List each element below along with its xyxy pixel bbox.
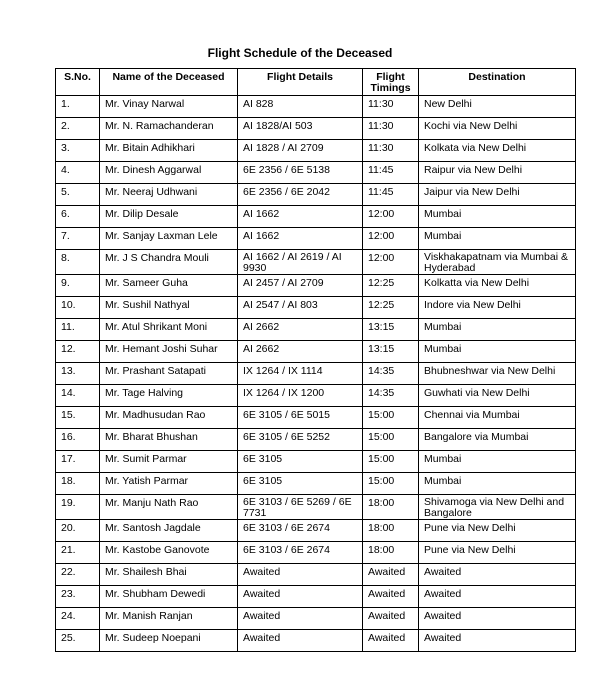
table-row: [56, 162, 576, 184]
cell-name: Mr. Sanjay Laxman Lele: [100, 228, 238, 250]
cell-destination: Bangalore via Mumbai: [419, 429, 576, 451]
cell-destination: Awaited: [419, 564, 576, 586]
cell-timing: Awaited: [363, 564, 419, 586]
cell-sno: 2.: [56, 118, 100, 140]
cell-sno: 11.: [56, 319, 100, 341]
cell-flight: 6E 3103 / 6E 5269 / 6E 7731: [238, 495, 363, 520]
cell-timing: 11:30: [363, 140, 419, 162]
table-row: [56, 608, 576, 630]
cell-destination: New Delhi: [419, 96, 576, 118]
header-destination: Destination: [419, 69, 576, 96]
table-row: [56, 564, 576, 586]
table-row: [56, 118, 576, 140]
cell-timing: 13:15: [363, 341, 419, 363]
table-row: [56, 473, 576, 495]
table-row: [56, 495, 576, 520]
header-name: Name of the Deceased: [100, 69, 238, 96]
cell-name: Mr. Hemant Joshi Suhar: [100, 341, 238, 363]
table-row: [56, 206, 576, 228]
table-row: [56, 96, 576, 118]
cell-flight: IX 1264 / IX 1200: [238, 385, 363, 407]
cell-timing: 15:00: [363, 407, 419, 429]
cell-sno: 13.: [56, 363, 100, 385]
cell-timing: 15:00: [363, 451, 419, 473]
cell-destination: Awaited: [419, 586, 576, 608]
cell-sno: 20.: [56, 520, 100, 542]
cell-flight: Awaited: [238, 586, 363, 608]
cell-timing: 11:45: [363, 162, 419, 184]
cell-destination: Mumbai: [419, 341, 576, 363]
cell-name: Mr. Bharat Bhushan: [100, 429, 238, 451]
cell-flight: AI 1828 / AI 2709: [238, 140, 363, 162]
cell-timing: 12:25: [363, 275, 419, 297]
cell-sno: 15.: [56, 407, 100, 429]
cell-sno: 19.: [56, 495, 100, 520]
cell-sno: 17.: [56, 451, 100, 473]
cell-name: Mr. Madhusudan Rao: [100, 407, 238, 429]
cell-destination: Mumbai: [419, 319, 576, 341]
cell-name: Mr. Manish Ranjan: [100, 608, 238, 630]
cell-timing: 12:00: [363, 206, 419, 228]
cell-timing: 18:00: [363, 542, 419, 564]
cell-timing: 15:00: [363, 473, 419, 495]
document-title: Flight Schedule of the Deceased: [207, 46, 393, 60]
cell-flight: AI 2457 / AI 2709: [238, 275, 363, 297]
cell-flight: AI 1662: [238, 228, 363, 250]
cell-name: Mr. Shubham Dewedi: [100, 586, 238, 608]
cell-flight: 6E 3105 / 6E 5252: [238, 429, 363, 451]
cell-sno: 3.: [56, 140, 100, 162]
cell-timing: 18:00: [363, 520, 419, 542]
cell-timing: 12:00: [363, 228, 419, 250]
cell-name: Mr. Santosh Jagdale: [100, 520, 238, 542]
cell-name: Mr. Neeraj Udhwani: [100, 184, 238, 206]
cell-sno: 9.: [56, 275, 100, 297]
cell-name: Mr. Sudeep Noepani: [100, 630, 238, 652]
cell-flight: IX 1264 / IX 1114: [238, 363, 363, 385]
cell-name: Mr. Sushil Nathyal: [100, 297, 238, 319]
cell-timing: Awaited: [363, 608, 419, 630]
cell-destination: Bhubneshwar via New Delhi: [419, 363, 576, 385]
table-row: [56, 542, 576, 564]
table-row: [56, 297, 576, 319]
cell-name: Mr. N. Ramachanderan: [100, 118, 238, 140]
cell-destination: Awaited: [419, 630, 576, 652]
table-row: [56, 451, 576, 473]
cell-timing: 11:45: [363, 184, 419, 206]
table-row: [56, 363, 576, 385]
cell-destination: Mumbai: [419, 228, 576, 250]
cell-sno: 8.: [56, 250, 100, 275]
table-row: [56, 520, 576, 542]
cell-timing: 18:00: [363, 495, 419, 520]
cell-name: Mr. Yatish Parmar: [100, 473, 238, 495]
cell-flight: Awaited: [238, 564, 363, 586]
cell-flight: AI 1662 / AI 2619 / AI 9930: [238, 250, 363, 275]
cell-destination: Jaipur via New Delhi: [419, 184, 576, 206]
cell-sno: 22.: [56, 564, 100, 586]
cell-name: Mr. Sameer Guha: [100, 275, 238, 297]
table-row: [56, 319, 576, 341]
cell-flight: 6E 3105: [238, 451, 363, 473]
cell-flight: 6E 3103 / 6E 2674: [238, 542, 363, 564]
cell-sno: 24.: [56, 608, 100, 630]
table-row: [56, 275, 576, 297]
cell-destination: Viskhakapatnam via Mumbai & Hyderabad: [419, 250, 576, 275]
cell-sno: 6.: [56, 206, 100, 228]
cell-sno: 1.: [56, 96, 100, 118]
cell-flight: AI 2662: [238, 319, 363, 341]
table-row: [56, 385, 576, 407]
cell-timing: 11:30: [363, 118, 419, 140]
table-row: [56, 630, 576, 652]
cell-flight: 6E 3105 / 6E 5015: [238, 407, 363, 429]
cell-name: Mr. Vinay Narwal: [100, 96, 238, 118]
cell-sno: 16.: [56, 429, 100, 451]
cell-sno: 5.: [56, 184, 100, 206]
cell-sno: 7.: [56, 228, 100, 250]
table-header-row: [56, 69, 576, 96]
table-row: [56, 407, 576, 429]
cell-flight: AI 1828/AI 503: [238, 118, 363, 140]
table-row: [56, 586, 576, 608]
cell-flight: AI 1662: [238, 206, 363, 228]
table-body: [56, 96, 576, 652]
table-row: [56, 429, 576, 451]
header-sno: S.No.: [56, 69, 100, 96]
cell-timing: 14:35: [363, 363, 419, 385]
cell-destination: Mumbai: [419, 206, 576, 228]
header-flight: Flight Details: [238, 69, 363, 96]
cell-name: Mr. Atul Shrikant Moni: [100, 319, 238, 341]
table-row: [56, 228, 576, 250]
cell-flight: 6E 3105: [238, 473, 363, 495]
cell-destination: Mumbai: [419, 451, 576, 473]
table-row: [56, 250, 576, 275]
cell-destination: Kolkata via New Delhi: [419, 140, 576, 162]
cell-flight: AI 2662: [238, 341, 363, 363]
table-row: [56, 140, 576, 162]
cell-timing: 13:15: [363, 319, 419, 341]
cell-timing: Awaited: [363, 630, 419, 652]
cell-timing: 12:25: [363, 297, 419, 319]
cell-name: Mr. Shailesh Bhai: [100, 564, 238, 586]
cell-flight: 6E 2356 / 6E 2042: [238, 184, 363, 206]
cell-sno: 18.: [56, 473, 100, 495]
cell-sno: 4.: [56, 162, 100, 184]
cell-name: Mr. Dilip Desale: [100, 206, 238, 228]
cell-destination: Indore via New Delhi: [419, 297, 576, 319]
cell-destination: Raipur via New Delhi: [419, 162, 576, 184]
cell-sno: 14.: [56, 385, 100, 407]
cell-name: Mr. J S Chandra Mouli: [100, 250, 238, 275]
cell-timing: Awaited: [363, 586, 419, 608]
cell-sno: 21.: [56, 542, 100, 564]
cell-destination: Shivamoga via New Delhi and Bangalore: [419, 495, 576, 520]
cell-flight: 6E 2356 / 6E 5138: [238, 162, 363, 184]
cell-destination: Pune via New Delhi: [419, 520, 576, 542]
cell-destination: Kolkatta via New Delhi: [419, 275, 576, 297]
cell-timing: 15:00: [363, 429, 419, 451]
table-row: [56, 184, 576, 206]
cell-timing: 11:30: [363, 96, 419, 118]
cell-name: Mr. Kastobe Ganovote: [100, 542, 238, 564]
cell-name: Mr. Sumit Parmar: [100, 451, 238, 473]
cell-name: Mr. Prashant Satapati: [100, 363, 238, 385]
cell-name: Mr. Manju Nath Rao: [100, 495, 238, 520]
cell-destination: Kochi via New Delhi: [419, 118, 576, 140]
flight-schedule-table: [55, 68, 576, 652]
cell-flight: Awaited: [238, 608, 363, 630]
cell-destination: Awaited: [419, 608, 576, 630]
cell-flight: Awaited: [238, 630, 363, 652]
cell-sno: 23.: [56, 586, 100, 608]
cell-sno: 12.: [56, 341, 100, 363]
cell-timing: 12:00: [363, 250, 419, 275]
cell-destination: Guwhati via New Delhi: [419, 385, 576, 407]
cell-destination: Mumbai: [419, 473, 576, 495]
cell-name: Mr. Tage Halving: [100, 385, 238, 407]
cell-destination: Chennai via Mumbai: [419, 407, 576, 429]
table-row: [56, 341, 576, 363]
cell-flight: AI 828: [238, 96, 363, 118]
cell-flight: 6E 3103 / 6E 2674: [238, 520, 363, 542]
cell-flight: AI 2547 / AI 803: [238, 297, 363, 319]
cell-sno: 10.: [56, 297, 100, 319]
header-timing: Flight Timings: [363, 69, 419, 96]
cell-sno: 25.: [56, 630, 100, 652]
cell-timing: 14:35: [363, 385, 419, 407]
cell-destination: Pune via New Delhi: [419, 542, 576, 564]
cell-name: Mr. Dinesh Aggarwal: [100, 162, 238, 184]
cell-name: Mr. Bitain Adhikhari: [100, 140, 238, 162]
